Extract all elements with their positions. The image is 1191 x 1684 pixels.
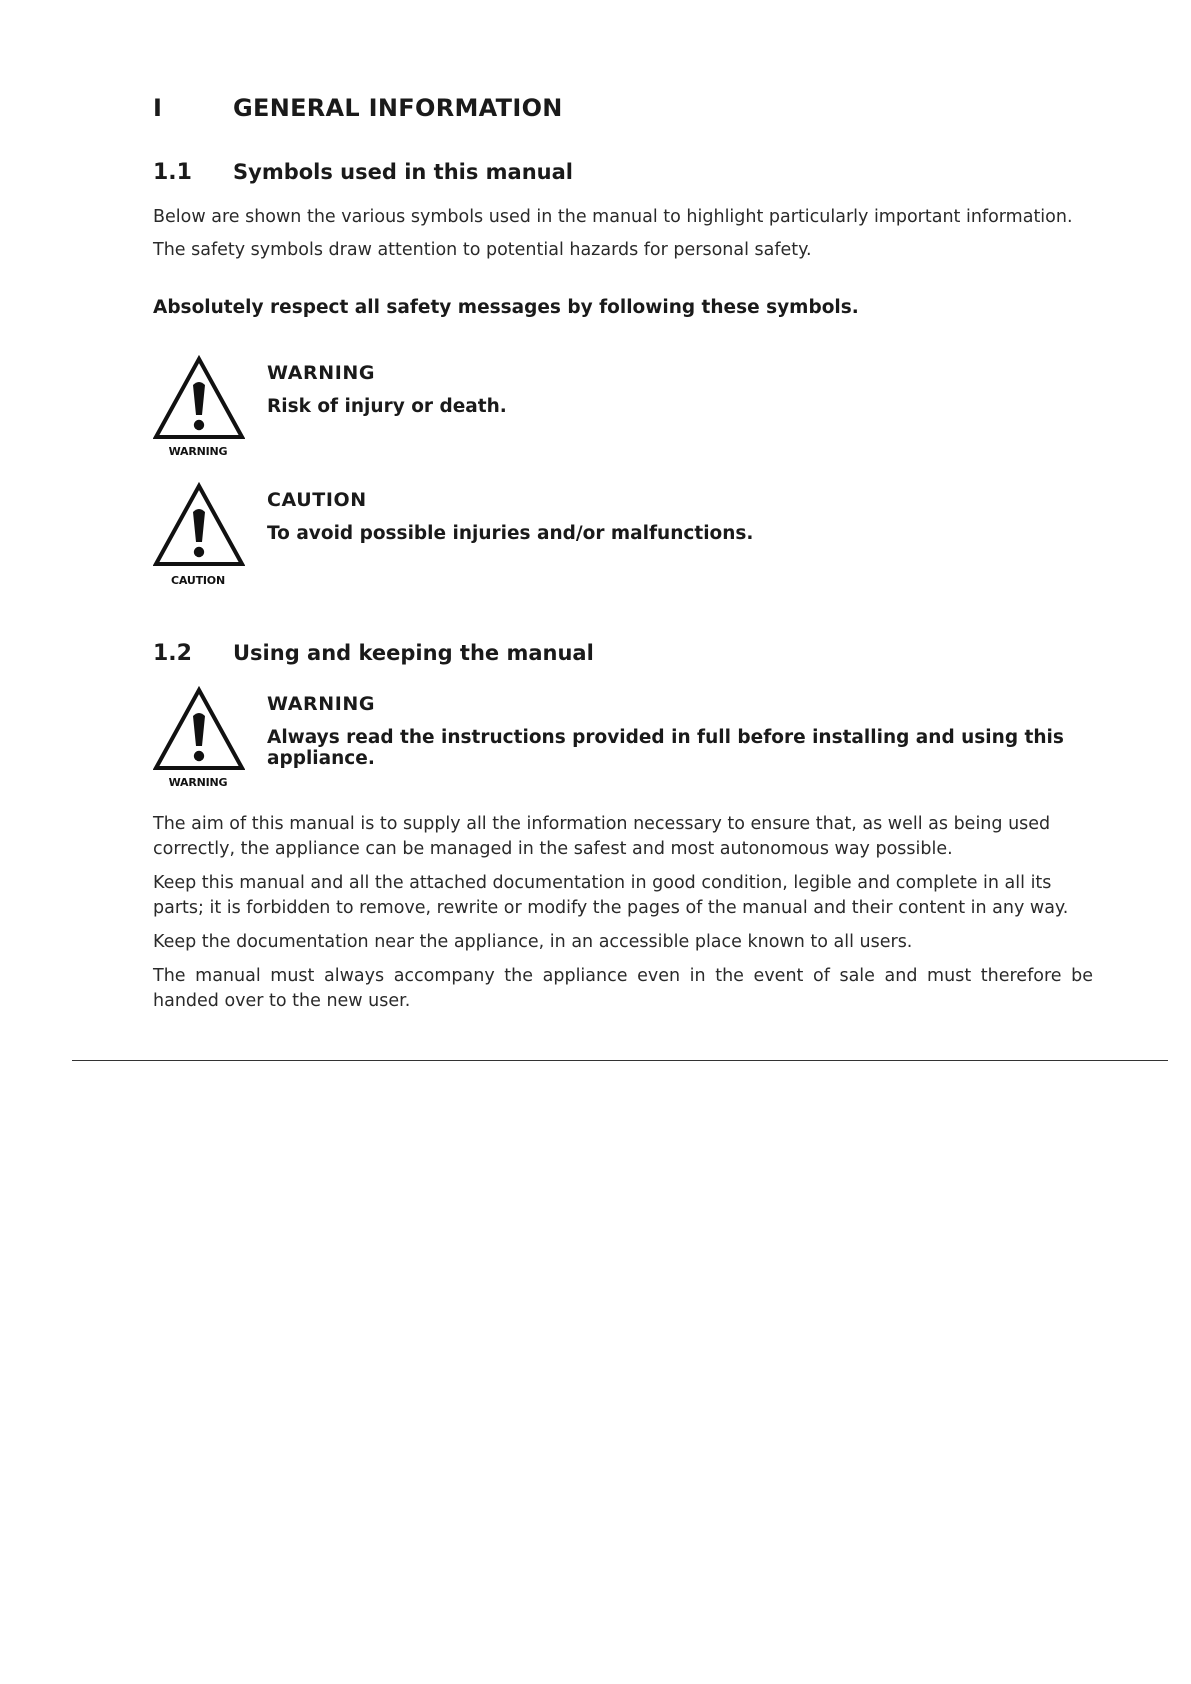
caution-caption: CAUTION (171, 574, 225, 587)
caution-text (267, 489, 753, 544)
paragraph: Keep this manual and all the attached documentation in good condition, legible and complete in all its parts; it is forbidden to remove, rewrite or modify the pages of the manual and their content in any way. (153, 873, 1069, 918)
caution-label: CAUTION (267, 489, 367, 511)
paragraph: Below are shown the various symbols used in the manual to highlight particularly important information. (153, 207, 1073, 227)
chapter-title: GENERAL INFORMATION (233, 94, 563, 122)
warning-triangle-icon (153, 686, 249, 796)
section-heading-1-1 (153, 160, 573, 185)
caution-symbol-block (153, 482, 1113, 592)
warning-label: WARNING (267, 362, 376, 384)
paragraph: The safety symbols draw attention to potential hazards for personal safety. (153, 240, 812, 260)
warning-label: WARNING (267, 693, 376, 715)
warning-description: Always read the instructions provided in full before installing and using this appliance. (267, 727, 1064, 769)
paragraph: The aim of this manual is to supply all the information necessary to ensure that, as well as being used correctly, the appliance can be managed in the safest and most autonomous way possible. (153, 814, 1051, 859)
chapter-number: I (153, 94, 163, 122)
warning-description: Risk of injury or death. (267, 396, 507, 417)
warning-text (267, 362, 507, 417)
warning-symbol-block (153, 355, 1113, 465)
warning-caption: WARNING (168, 776, 228, 789)
chapter-heading (153, 94, 563, 122)
section-heading-1-2 (153, 641, 594, 666)
warning-caption: WARNING (168, 445, 228, 458)
paragraph: Keep the documentation near the appliance, in an accessible place known to all users. (153, 932, 913, 952)
warning-text (267, 693, 1113, 769)
warning-triangle-icon (153, 355, 249, 465)
section-number: 1.1 (153, 160, 192, 185)
caution-description: To avoid possible injuries and/or malfunctions. (267, 523, 754, 544)
section-number: 1.2 (153, 641, 192, 666)
section-title: Symbols used in this manual (233, 160, 573, 184)
warning-symbol-block-2 (153, 686, 1113, 796)
section-title: Using and keeping the manual (233, 641, 594, 665)
page-divider (72, 1060, 1168, 1061)
caution-triangle-icon (153, 482, 249, 592)
paragraph: The manual must always accompany the appliance even in the event of sale and must therefore be handed over to the new user. (153, 966, 1093, 1011)
safety-emphasis: Absolutely respect all safety messages by following these symbols. (153, 297, 859, 318)
